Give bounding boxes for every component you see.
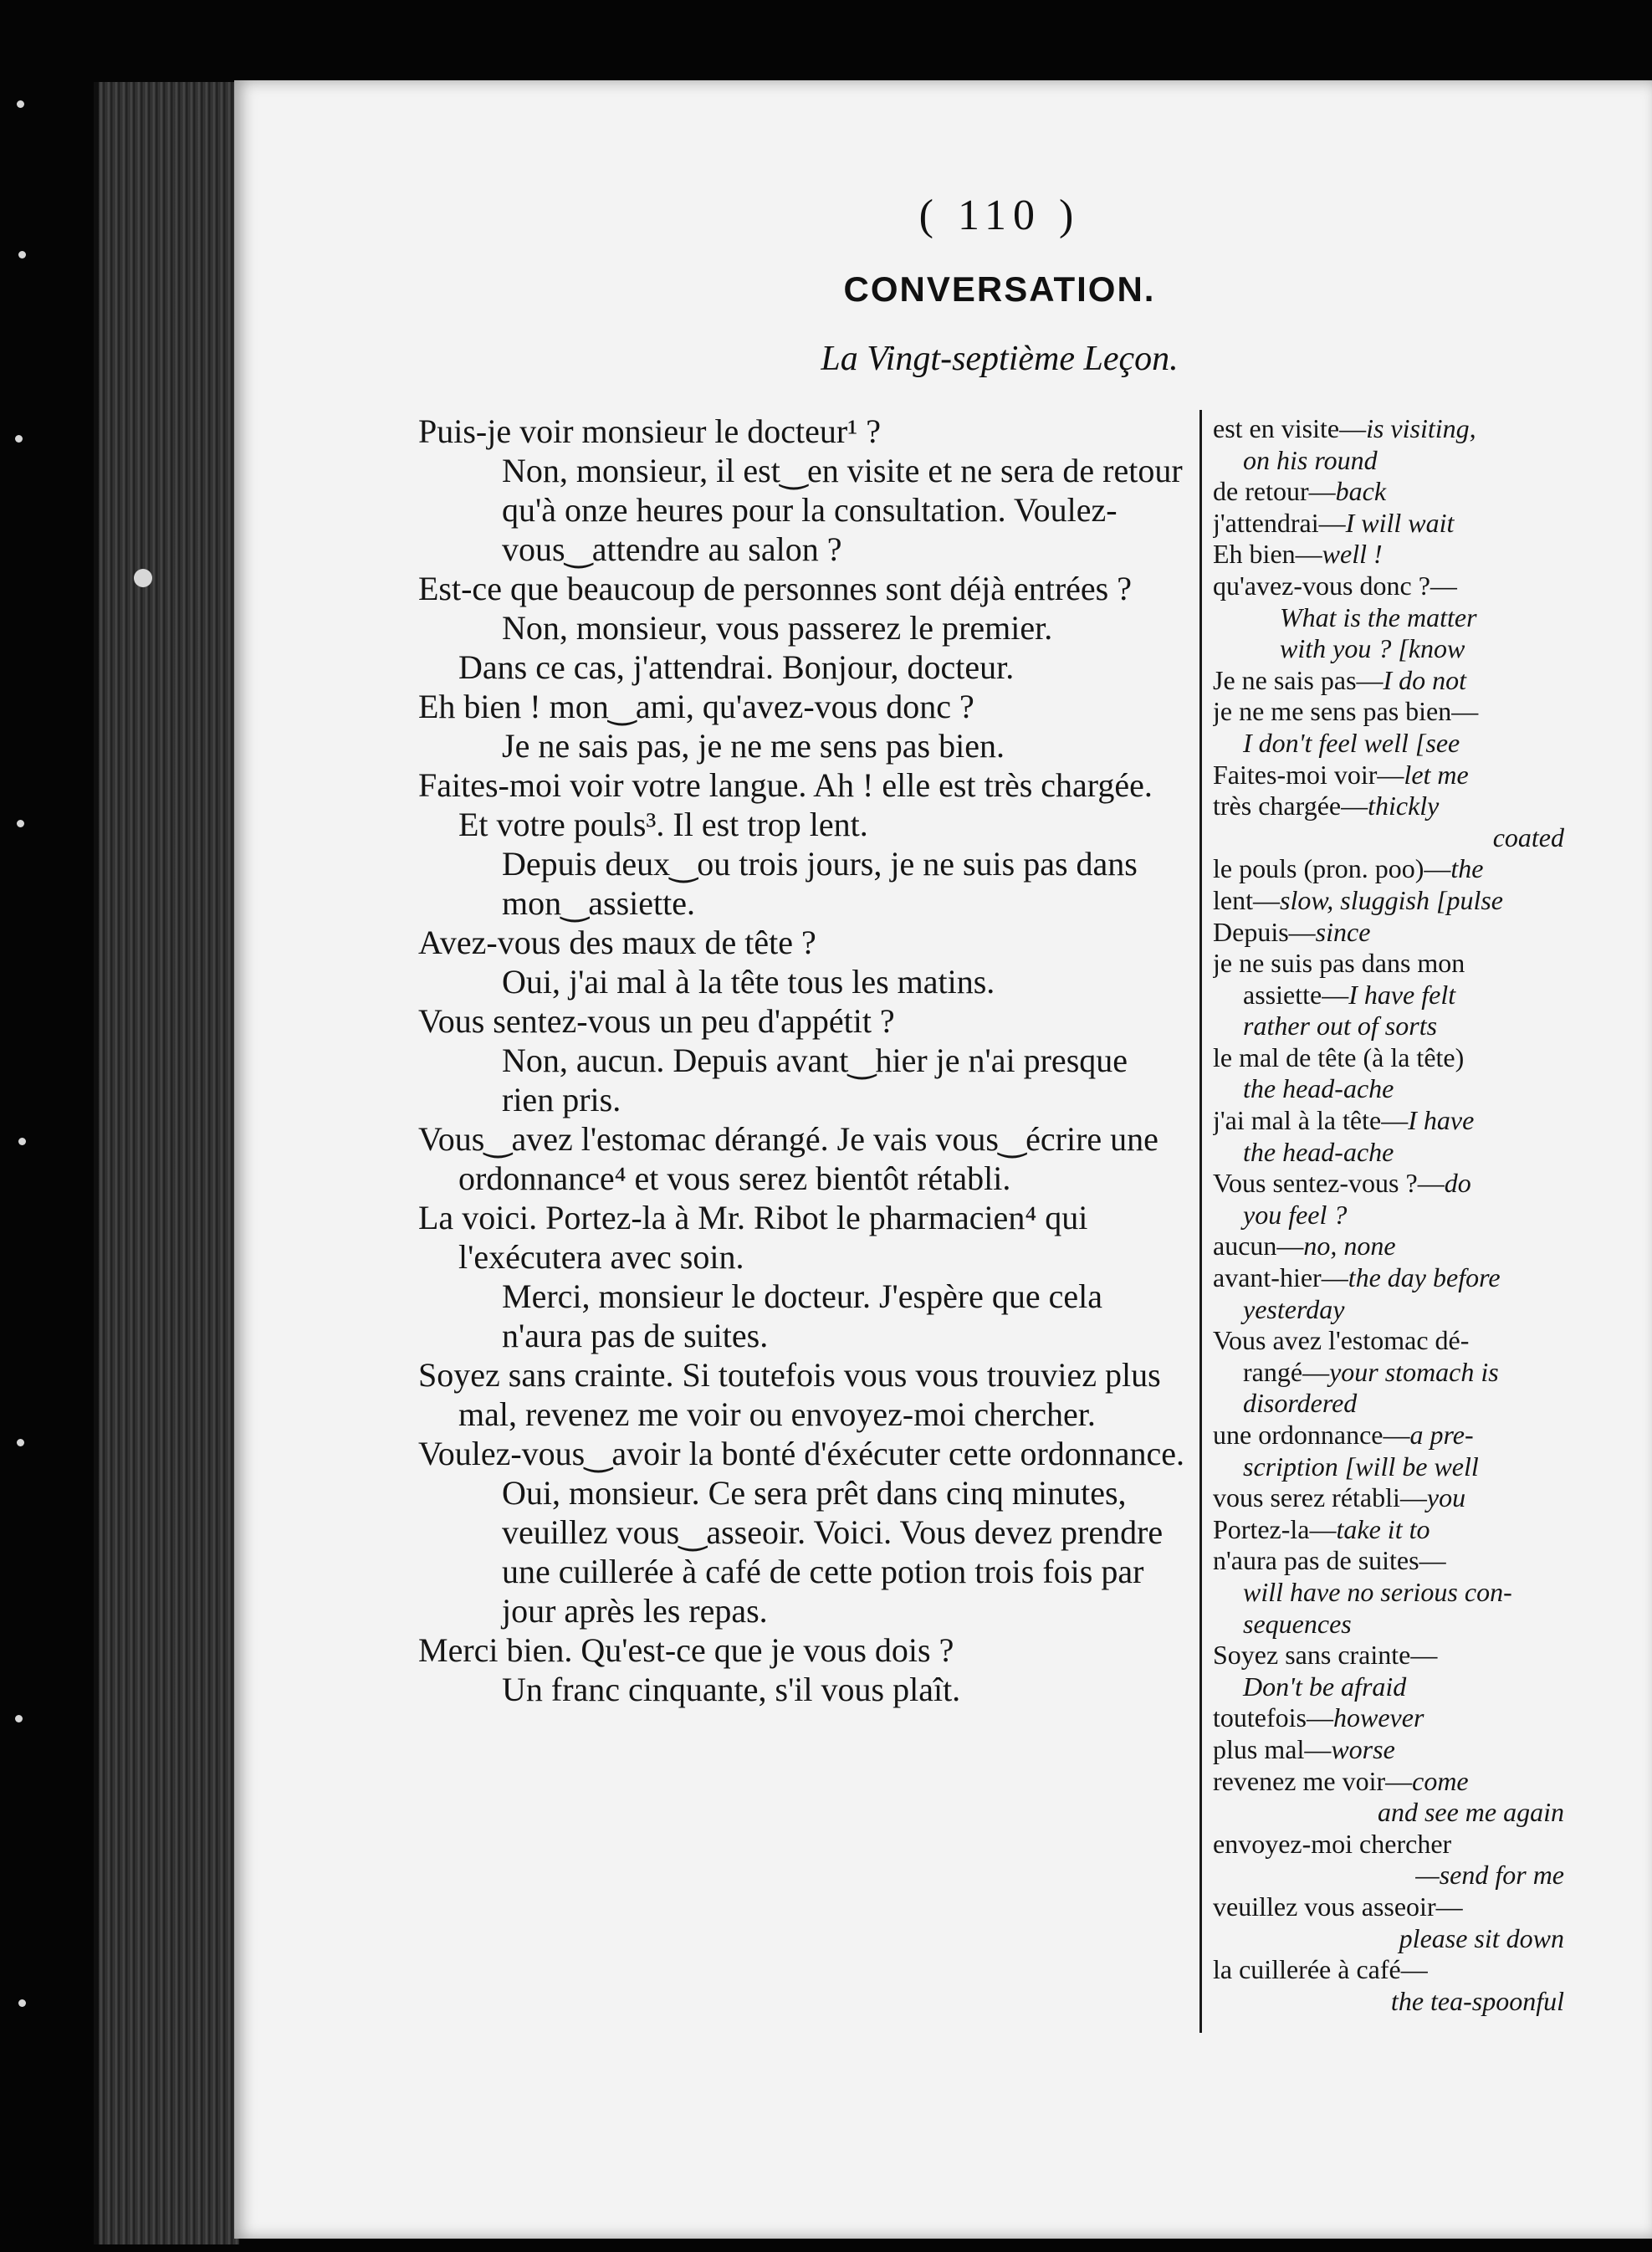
glossary-english: rather out of sorts (1243, 1011, 1438, 1042)
book-page-edges (94, 82, 239, 2244)
glossary-french: très chargée— (1213, 791, 1368, 821)
dialogue-line: Est-ce que beaucoup de personnes sont déjà entrées ? (418, 570, 1132, 607)
glossary-english: sequences (1243, 1608, 1352, 1639)
dialogue-line: Je ne sais pas, je ne me sens pas bien. (502, 727, 1005, 765)
glossary-entry (1213, 508, 1564, 540)
glossary-english: you (1426, 1482, 1466, 1513)
glossary-entry (1213, 791, 1564, 822)
glossary-english: scription [will be well (1243, 1451, 1479, 1482)
glossary-french: plus mal— (1213, 1733, 1332, 1764)
glossary-entry (1213, 1451, 1564, 1483)
glossary-entry (1213, 1514, 1564, 1546)
glossary-french: Soyez sans crainte— (1213, 1640, 1438, 1671)
page-number: ( 110 ) (918, 192, 1081, 239)
glossary-entry (1213, 1325, 1564, 1357)
glossary-french: qu'avez-vous donc ?— (1213, 570, 1457, 601)
glossary-entry (1213, 822, 1564, 854)
glossary-english: come (1412, 1765, 1469, 1796)
glossary-english: please sit down (1399, 1922, 1564, 1953)
glossary-english: I do not (1383, 664, 1467, 695)
glossary-english: I will wait (1345, 507, 1455, 538)
dialogue-line: Eh bien ! mon‿ami, qu'avez-vous donc ? (418, 688, 974, 725)
glossary-english: Don't be afraid (1243, 1671, 1407, 1702)
glossary-french: Vous avez l'estomac dé- (1213, 1325, 1470, 1356)
glossary-english: your stomach is (1329, 1356, 1499, 1387)
glossary-french: est en visite— (1213, 413, 1367, 443)
glossary-english: is visiting, (1366, 413, 1476, 443)
dialogue-line: Faites-moi voir votre langue. Ah ! elle est très chargée. Et votre pouls³. Il est trop lent. (418, 766, 1153, 843)
glossary-french: de retour— (1213, 476, 1336, 507)
glossary-english: the head-ache (1243, 1136, 1394, 1167)
glossary-english: do (1444, 1168, 1471, 1199)
dialogue-column (418, 412, 1188, 1709)
glossary-entry (1213, 1357, 1564, 1389)
glossary-french: veuillez vous asseoir— (1213, 1891, 1463, 1922)
glossary-english: well ! (1322, 539, 1383, 570)
glossary-english: I have felt (1348, 979, 1456, 1010)
lesson-subtitle: La Vingt-septième Leçon. (821, 340, 1179, 378)
glossary-english: on his round (1243, 444, 1378, 475)
dialogue-line: Vous sentez-vous un peu d'appétit ? (418, 1002, 895, 1040)
glossary-entry (1213, 1137, 1564, 1169)
glossary-english: yesterday (1243, 1293, 1345, 1324)
dialogue-line: Vous‿avez l'estomac dérangé. Je vais vous‿écrire une ordonnance⁴ et vous serez bientôt rétabli. (418, 1120, 1158, 1197)
dialogue-line: Non, monsieur, il est‿en visite et ne sera de retour qu'à onze heures pour la consultation. Voulez-vous‿attendre au salon ? (502, 452, 1183, 568)
glossary-entry (1213, 853, 1564, 885)
glossary-entry (1213, 948, 1564, 980)
glossary-entry (1213, 1545, 1564, 1577)
glossary-entry (1213, 1923, 1564, 1955)
dialogue-line: Oui, monsieur. Ce sera prêt dans cinq minutes, veuillez vous‿asseoir. Voici. Vous devez prendre une cuillerée à café de cette potion trois fois par jour après les repas. (502, 1474, 1164, 1630)
glossary-entry (1213, 760, 1564, 791)
glossary-entry (1213, 1105, 1564, 1137)
glossary-french: une ordonnance— (1213, 1420, 1410, 1450)
glossary-french: j'ai mal à la tête— (1213, 1105, 1409, 1136)
glossary-english: back (1335, 476, 1387, 507)
glossary-entry (1213, 1640, 1564, 1671)
glossary-english: the tea-spoonful (1390, 1985, 1564, 2016)
glossary-english: What is the matter (1280, 601, 1477, 632)
dialogue-line: Puis-je voir monsieur le docteur¹ ? (418, 412, 881, 450)
glossary-entry (1213, 1954, 1564, 1986)
glossary-english: slow, sluggish [pulse (1279, 884, 1503, 915)
glossary-entry (1213, 1829, 1564, 1860)
glossary-entry (1213, 1986, 1564, 2018)
glossary-french: rangé— (1243, 1356, 1330, 1387)
dialogue-line: Oui, j'ai mal à la tête tous les matins. (502, 963, 995, 1001)
glossary-entry (1213, 1231, 1564, 1262)
glossary-french: envoyez-moi chercher (1213, 1828, 1452, 1859)
glossary-entry (1213, 1042, 1564, 1074)
glossary-entry (1213, 1766, 1564, 1798)
glossary-entry (1213, 728, 1564, 760)
dialogue-line: Dans ce cas, j'attendrai. Bonjour, docteur. (458, 648, 1015, 686)
glossary-english: and see me again (1377, 1797, 1564, 1828)
glossary-entry (1213, 1577, 1564, 1609)
glossary-french: vous serez rétabli— (1213, 1482, 1427, 1513)
dialogue-line: Merci bien. Qu'est-ce que je vous dois ? (418, 1631, 954, 1669)
glossary-french: assiette— (1243, 979, 1349, 1010)
glossary-entry (1213, 1420, 1564, 1451)
glossary-english: the (1450, 853, 1484, 884)
glossary-entry (1213, 1671, 1564, 1703)
glossary-entry (1213, 1482, 1564, 1514)
glossary-english: I don't feel well [see (1243, 727, 1460, 758)
dialogue-line: Merci, monsieur le docteur. J'espère que cela n'aura pas de suites. (502, 1277, 1103, 1354)
glossary-entry (1213, 665, 1564, 697)
glossary-english: a pre- (1409, 1420, 1474, 1450)
glossary-entry (1213, 1797, 1564, 1829)
dialogue-line: Non, aucun. Depuis avant‿hier je n'ai presque rien pris. (502, 1042, 1128, 1118)
glossary-entry (1213, 1860, 1564, 1891)
glossary-entry (1213, 885, 1564, 917)
glossary-entry (1213, 602, 1564, 634)
glossary-english: will have no serious con- (1243, 1576, 1512, 1607)
glossary-entry (1213, 696, 1564, 728)
glossary-entry (1213, 1702, 1564, 1734)
glossary-entry (1213, 1200, 1564, 1231)
glossary-english: the day before (1348, 1262, 1501, 1293)
glossary-entry (1213, 476, 1564, 508)
glossary-entry (1213, 1891, 1564, 1923)
glossary-french: revenez me voir— (1213, 1765, 1413, 1796)
glossary-english: however (1332, 1702, 1424, 1733)
glossary-french: n'aura pas de suites— (1213, 1545, 1446, 1576)
glossary-english: since (1315, 916, 1371, 947)
glossary-english: I have (1408, 1105, 1475, 1136)
dialogue-line: Avez-vous des maux de tête ? (418, 924, 816, 961)
glossary-french: j'attendrai— (1213, 507, 1346, 538)
glossary-english: take it to (1336, 1513, 1430, 1544)
glossary-entry (1213, 1073, 1564, 1105)
glossary-english: disordered (1243, 1388, 1358, 1419)
glossary-english: thickly (1368, 791, 1440, 821)
glossary-english: worse (1331, 1733, 1395, 1764)
glossary-entry (1213, 413, 1564, 445)
glossary-french: je ne suis pas dans mon (1213, 948, 1465, 979)
glossary-french: Portez-la— (1213, 1513, 1337, 1544)
dialogue-line: Soyez sans crainte. Si toutefois vous vous trouviez plus mal, revenez me voir ou envoyez-moi chercher. (418, 1356, 1161, 1433)
glossary-entry (1213, 1609, 1564, 1640)
glossary-french: avant-hier— (1213, 1262, 1348, 1293)
glossary-french: toutefois— (1213, 1702, 1333, 1733)
page-title: CONVERSATION. (843, 269, 1156, 309)
glossary-entry (1213, 917, 1564, 949)
glossary-french: Eh bien— (1213, 539, 1322, 570)
glossary-french: le pouls (pron. poo)— (1213, 853, 1451, 884)
glossary-english: you feel ? (1243, 1199, 1348, 1230)
glossary-entry (1213, 1388, 1564, 1420)
dialogue-line: La voici. Portez-la à Mr. Ribot le pharmacien⁴ qui l'exécutera avec soin. (418, 1199, 1088, 1276)
glossary-french: Depuis— (1213, 916, 1316, 947)
glossary-entry (1213, 1262, 1564, 1294)
glossary-english: let me (1404, 759, 1469, 790)
glossary-english: —send for me (1415, 1860, 1564, 1891)
glossary-french: aucun— (1213, 1231, 1304, 1262)
glossary-entry (1213, 445, 1564, 477)
glossary-entry (1213, 1734, 1564, 1766)
dialogue-line: Depuis deux‿ou trois jours, je ne suis pas dans mon‿assiette. (502, 845, 1138, 922)
glossary-french: lent— (1213, 884, 1280, 915)
glossary-entry (1213, 1011, 1564, 1042)
glossary-entry (1213, 633, 1564, 665)
glossary-french: Vous sentez-vous ?— (1213, 1168, 1445, 1199)
glossary-column (1213, 413, 1564, 2017)
glossary-english: coated (1492, 821, 1564, 852)
glossary-french: Je ne sais pas— (1213, 664, 1383, 695)
dialogue-line: Voulez-vous‿avoir la bonté d'éxécuter cette ordonnance. (418, 1435, 1185, 1472)
glossary-french: le mal de tête (à la tête) (1213, 1042, 1465, 1072)
glossary-entry (1213, 980, 1564, 1011)
glossary-english: no, none (1303, 1231, 1396, 1262)
glossary-entry (1213, 539, 1564, 571)
dialogue-line: Non, monsieur, vous passerez le premier. (502, 609, 1053, 647)
glossary-french: je ne me sens pas bien— (1213, 696, 1479, 727)
column-divider (1199, 410, 1202, 2033)
glossary-entry (1213, 571, 1564, 602)
glossary-english: with you ? [know (1280, 633, 1465, 664)
glossary-entry (1213, 1168, 1564, 1200)
glossary-english: the head-ache (1243, 1073, 1394, 1104)
glossary-french: Faites-moi voir— (1213, 759, 1404, 790)
glossary-entry (1213, 1294, 1564, 1326)
dialogue-line: Un franc cinquante, s'il vous plaît. (502, 1671, 961, 1708)
glossary-french: la cuillerée à café— (1213, 1954, 1428, 1985)
